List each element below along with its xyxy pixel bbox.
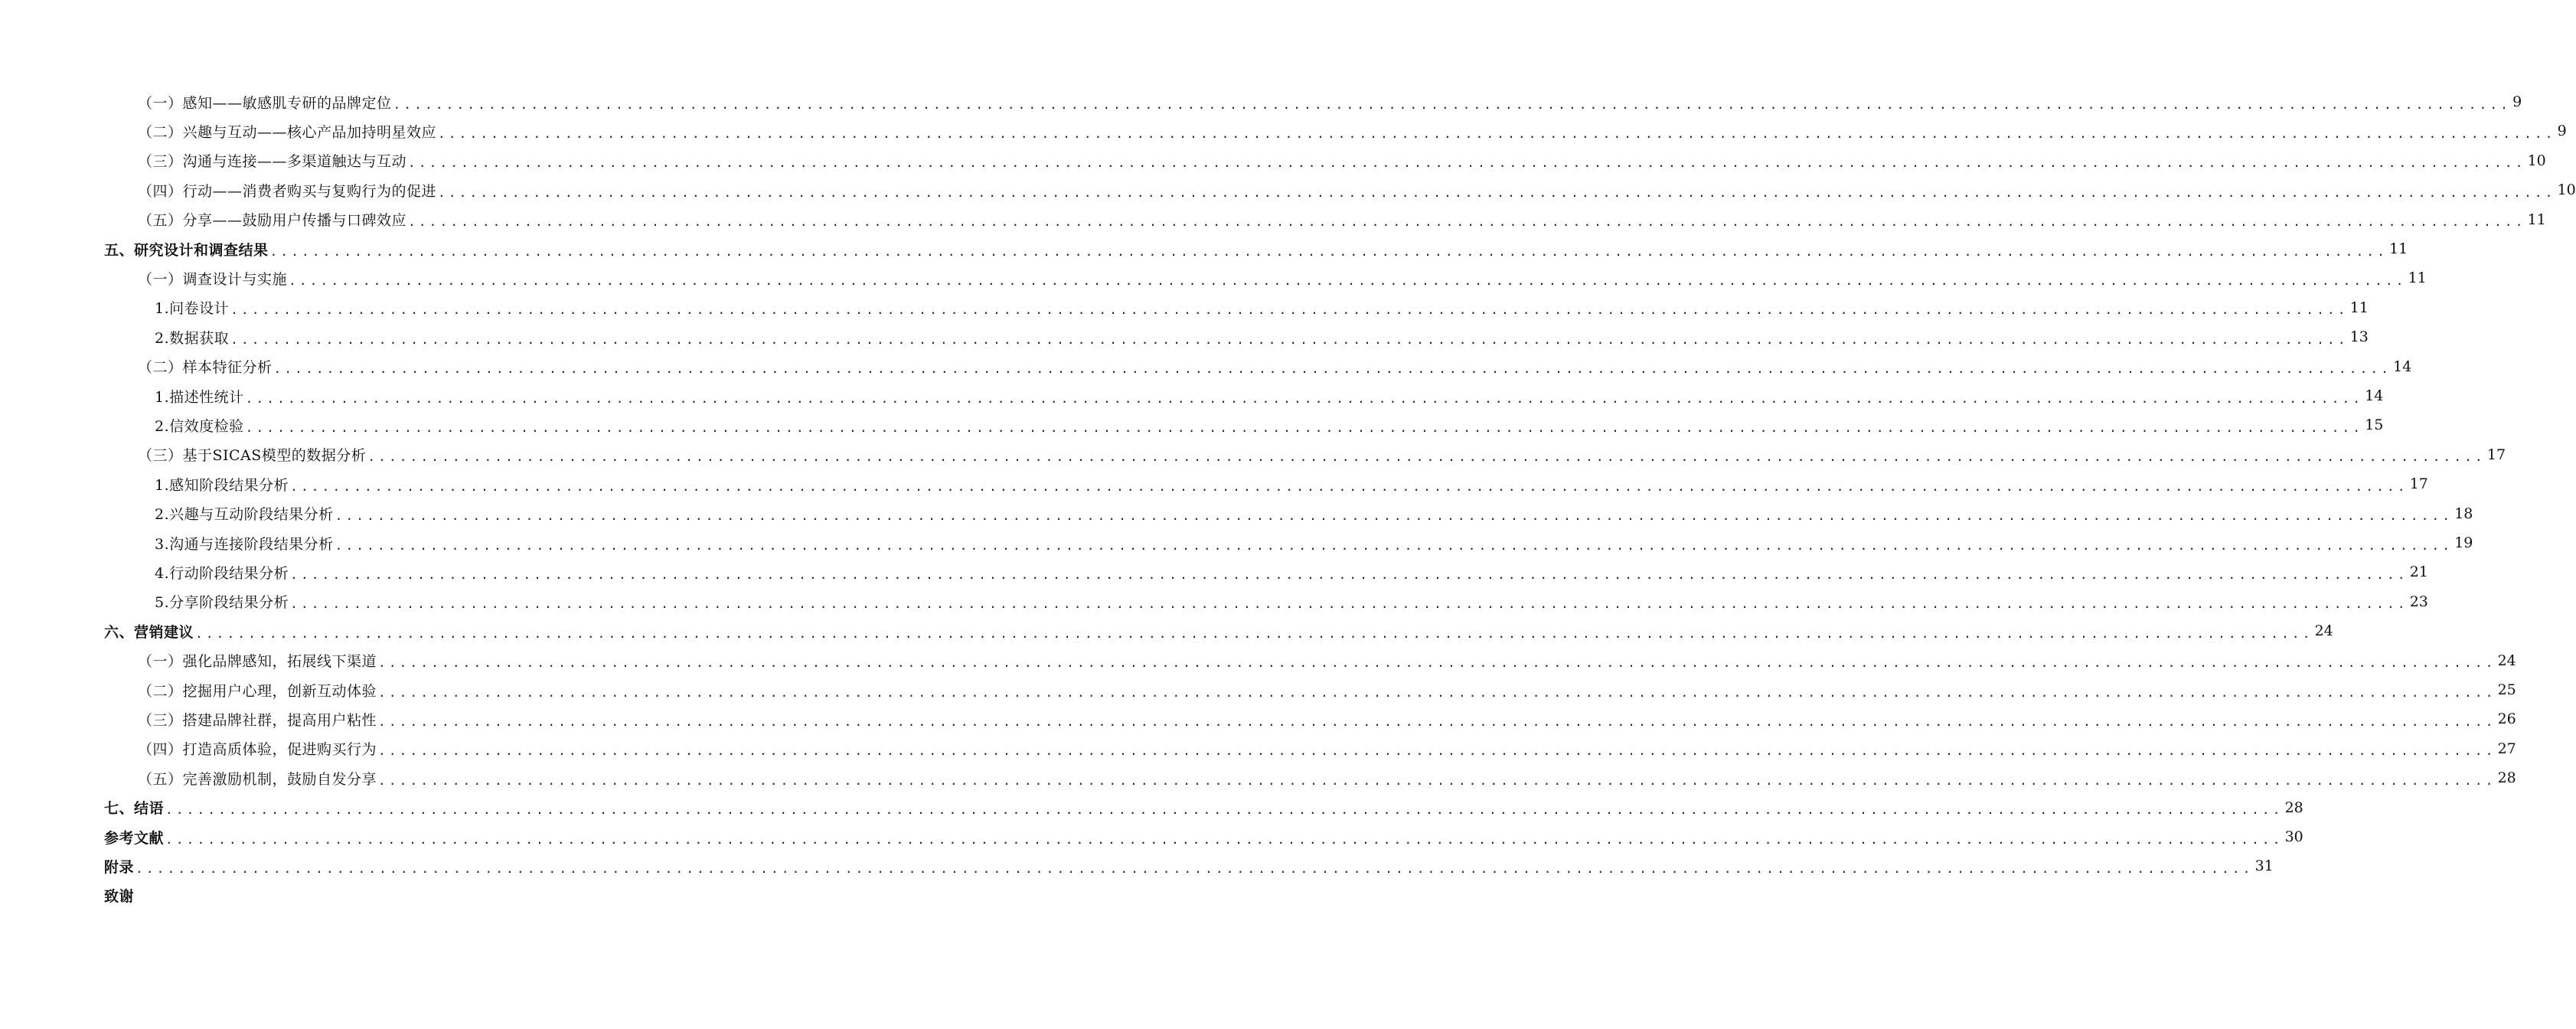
toc-entry[interactable] bbox=[138, 707, 2516, 731]
toc-entry[interactable] bbox=[138, 766, 2516, 790]
toc-entry-title: （一）感知——敏感肌专研的品牌定位 bbox=[138, 94, 392, 112]
toc-entry-page-number: 24 bbox=[2314, 622, 2333, 640]
toc-entry-page-number: 18 bbox=[2454, 505, 2473, 522]
toc-entry-page-number: 11 bbox=[2408, 270, 2427, 287]
toc-entry[interactable] bbox=[155, 590, 2428, 614]
toc-entry-page-number: 24 bbox=[2497, 652, 2516, 669]
toc-entry[interactable] bbox=[104, 884, 651, 908]
dot-leader: ........................................................................................................................................................................................................ bbox=[438, 185, 2556, 200]
toc-entry[interactable] bbox=[104, 795, 2303, 820]
dot-leader: ........................................................................................................................................................................................................ bbox=[378, 714, 2496, 729]
toc-entry-title: （四）打造高质体验，促进购买行为 bbox=[138, 741, 377, 759]
toc-entry[interactable] bbox=[155, 325, 2369, 349]
toc-entry-page-number: 17 bbox=[2409, 475, 2428, 493]
toc-entry-title: 附录 bbox=[104, 858, 135, 876]
toc-entry-title: （五）分享——鼓励用户传播与口碑效应 bbox=[138, 212, 407, 230]
toc-entry-page-number: 17 bbox=[2486, 446, 2506, 463]
toc-entry-page-number: 28 bbox=[2497, 769, 2516, 787]
toc-entry[interactable] bbox=[138, 678, 2516, 702]
toc-entry-page-number: 25 bbox=[2497, 681, 2516, 698]
toc-entry-title: （三）沟通与连接——多渠道触达与互动 bbox=[138, 153, 407, 171]
toc-entry-title: 1.描述性统计 bbox=[155, 388, 244, 406]
dot-leader: ........................................................................................................................................................................................................ bbox=[438, 126, 2556, 141]
toc-entry-page-number: 21 bbox=[2409, 564, 2428, 581]
dot-leader: ........................................................................................................................................................................................................ bbox=[335, 508, 2454, 524]
dot-leader: ........................................................................................................................................................................................................ bbox=[378, 684, 2496, 700]
dot-leader: ........................................................................................................................................................................................................ bbox=[335, 537, 2454, 553]
toc-entry[interactable] bbox=[138, 443, 2506, 467]
toc-entry-page-number: 26 bbox=[2497, 710, 2516, 728]
dot-leader: ........................................................................................................................................................................................................ bbox=[378, 655, 2496, 671]
dot-leader: ........................................................................................................................................................................................................ bbox=[135, 861, 2254, 876]
toc-entry-page-number: 19 bbox=[2454, 534, 2473, 551]
dot-leader: ........................................................................................................................................................................................................ bbox=[195, 626, 2313, 641]
toc-entry-page-number: 27 bbox=[2497, 740, 2516, 757]
toc-entry-title: 2.信效度检验 bbox=[155, 417, 244, 435]
toc-entry[interactable] bbox=[155, 560, 2428, 584]
dot-leader: ........................................................................................................................................................................................................ bbox=[378, 773, 2496, 788]
dot-leader: ........................................................................................................................................................................................................ bbox=[165, 802, 2284, 818]
toc-entry-page-number: 9 bbox=[2512, 93, 2522, 110]
dot-leader: ........................................................................................................................................................................................................ bbox=[290, 567, 2408, 582]
toc-entry-page-number: 11 bbox=[2527, 211, 2546, 228]
toc-entry-title: 2.兴趣与互动阶段结果分析 bbox=[155, 506, 334, 524]
toc-entry-page-number: 10 bbox=[2527, 152, 2546, 169]
toc-entry-title: 2.数据获取 bbox=[155, 329, 230, 347]
dot-leader: ........................................................................................................................................................................................................ bbox=[273, 361, 2392, 377]
toc-entry[interactable] bbox=[155, 413, 2384, 437]
toc-entry-page-number: 23 bbox=[2409, 593, 2428, 610]
toc-entry-title: （二）兴趣与互动——核心产品加持明星效应 bbox=[138, 123, 437, 141]
dot-leader: ........................................................................................................................................................................................................ bbox=[290, 479, 2408, 494]
toc-entry[interactable] bbox=[138, 178, 2576, 202]
dot-leader: ........................................................................................................................................................................................................ bbox=[245, 390, 2364, 406]
toc-entry-page-number: 28 bbox=[2284, 799, 2303, 816]
toc-entry-page-number: 11 bbox=[2349, 299, 2369, 316]
toc-entry-title: （五）完善激励机制，鼓励自发分享 bbox=[138, 770, 377, 788]
toc-entry-page-number: 14 bbox=[2365, 387, 2384, 404]
toc-entry[interactable] bbox=[104, 854, 2274, 878]
toc-entry[interactable] bbox=[138, 149, 2546, 173]
toc-entry-title: 1.感知阶段结果分析 bbox=[155, 476, 289, 494]
dot-leader: ........................................................................................................................................................................................................ bbox=[378, 743, 2496, 759]
toc-entry-page-number: 13 bbox=[2349, 328, 2369, 346]
toc-entry[interactable] bbox=[155, 296, 2369, 320]
toc-entry-title: （四）行动——消费者购买与复购行为的促进 bbox=[138, 182, 437, 200]
toc-entry-title: 六、营销建议 bbox=[104, 623, 194, 641]
dot-leader: ........................................................................................................................................................................................................ bbox=[408, 155, 2526, 171]
toc-entry-page-number: 15 bbox=[2365, 416, 2384, 434]
toc-entry-page-number: 30 bbox=[2284, 828, 2303, 845]
toc-entry-title: （二）挖掘用户心理，创新互动体验 bbox=[138, 682, 377, 700]
toc-entry[interactable] bbox=[138, 90, 2522, 114]
dot-leader: ........................................................................................................................................................................................................ bbox=[393, 96, 2512, 112]
toc-entry-title: （一）调查设计与实施 bbox=[138, 270, 288, 288]
toc-entry[interactable] bbox=[138, 648, 2516, 673]
toc-entry-title: （三）搭建品牌社群，提高用户粘性 bbox=[138, 711, 377, 729]
toc-entry-page-number: 9 bbox=[2557, 122, 2567, 140]
toc-entry-page-number: 31 bbox=[2254, 858, 2274, 875]
toc-entry[interactable] bbox=[155, 531, 2473, 555]
toc-entry[interactable] bbox=[138, 266, 2427, 290]
toc-entry-title: 4.行动阶段结果分析 bbox=[155, 564, 289, 582]
dot-leader: ........................................................................................................................................................................................................ bbox=[165, 831, 2284, 847]
toc-entry[interactable] bbox=[138, 207, 2546, 232]
toc-entry[interactable] bbox=[138, 354, 2412, 379]
toc-entry-title: 五、研究设计和调查结果 bbox=[104, 241, 269, 259]
dot-leader: ........................................................................................................................................................................................................ bbox=[230, 302, 2349, 318]
toc-entry-page-number: 10 bbox=[2557, 181, 2576, 199]
toc-entry[interactable] bbox=[138, 737, 2516, 761]
toc-entry[interactable] bbox=[104, 825, 2303, 849]
dot-leader: ........................................................................................................................................................................................................ bbox=[289, 273, 2407, 288]
toc-entry-title: 5.分享阶段结果分析 bbox=[155, 594, 289, 612]
toc-entry-title: 3.沟通与连接阶段结果分析 bbox=[155, 535, 334, 553]
dot-leader: ........................................................................................................................................................................................................ bbox=[230, 332, 2349, 347]
toc-entry-title: （三）基于SICAS模型的数据分析 bbox=[138, 447, 367, 465]
dot-leader: ........................................................................................................................................................................................................ bbox=[408, 214, 2526, 230]
toc-entry-title: 致谢 bbox=[104, 888, 135, 906]
toc-entry-title: 七、结语 bbox=[104, 800, 165, 818]
toc-entry[interactable] bbox=[155, 501, 2473, 526]
toc-entry-title: （一）强化品牌感知，拓展线下渠道 bbox=[138, 653, 377, 671]
toc-entry[interactable] bbox=[104, 619, 2333, 643]
toc-entry-title: （二）样本特征分析 bbox=[138, 359, 273, 377]
dot-leader: ........................................................................................................................................................................................................ bbox=[269, 243, 2388, 259]
toc-entry-page-number: 14 bbox=[2393, 358, 2412, 375]
dot-leader: ........................................................................................................................................................................................................ bbox=[290, 596, 2408, 612]
dot-leader: ........................................................................................................................................................................................................ bbox=[245, 420, 2364, 435]
toc-entry[interactable] bbox=[155, 384, 2384, 408]
toc-entry-title: 1.问卷设计 bbox=[155, 300, 230, 318]
dot-leader: ........................................................................................................................................................................................................ bbox=[367, 449, 2486, 465]
toc-entry[interactable] bbox=[104, 237, 2408, 261]
toc-entry-page-number: 11 bbox=[2389, 240, 2408, 257]
toc-entry[interactable] bbox=[155, 472, 2428, 496]
toc-entry-title: 参考文献 bbox=[104, 829, 165, 847]
toc-entry[interactable] bbox=[138, 119, 2567, 143]
